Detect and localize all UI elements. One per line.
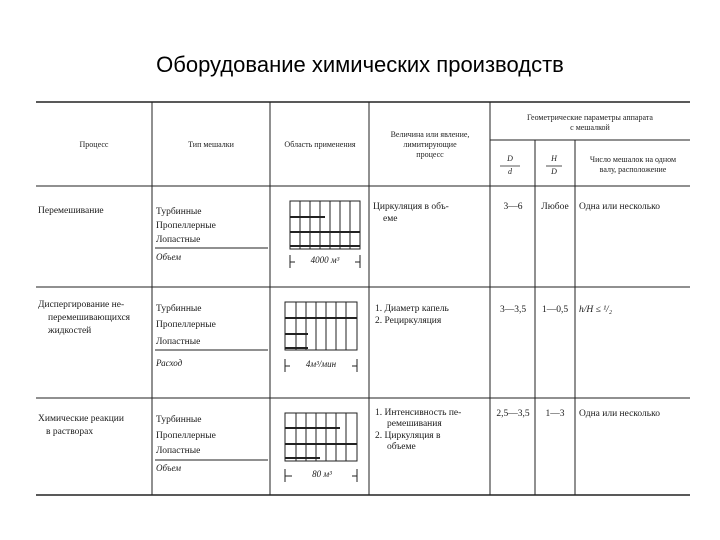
row2-mixer-type-2: Пропеллерные (156, 320, 216, 330)
row3-quantity-4: объеме (387, 442, 416, 452)
row1-ratio2: Любое (541, 202, 569, 212)
row3-axis-label: Объем (156, 463, 181, 473)
row3-quantity-1: 1. Интенсивность пе- (375, 408, 462, 418)
header-mixer-type: Тип мешалки (188, 140, 234, 149)
row1-quantity-1: Циркуляция в объ- (373, 202, 449, 212)
row3-mixer-type-1: Турбинные (156, 415, 202, 425)
row2-process-3: жидкостей (48, 326, 92, 336)
row2-range-label: 4м³/мин (290, 359, 352, 369)
row2-mixers: h/H ≤ ¹/₂ (579, 305, 613, 315)
row3-mixer-type-3: Лопастные (156, 446, 201, 456)
row1-range-label: 4000 м³ (295, 255, 355, 265)
header-process: Процесс (79, 140, 109, 149)
row1-mixer-type-3: Лопастные (156, 235, 201, 245)
header-ratio1-num: D (507, 154, 513, 163)
row2-quantity-2: 2. Рециркуляция (375, 316, 442, 326)
row2-ratio2: 1—0,5 (541, 305, 569, 315)
header-ratio2-num: H (551, 154, 557, 163)
row2-process-1: Диспергирование не- (38, 300, 125, 310)
row1-mixers: Одна или несколько (579, 202, 660, 212)
header-quantity: Величина или явление, лимитирующие процесс (390, 130, 470, 159)
header-application-area: Область применения (284, 140, 356, 149)
row1-mixer-type-2: Пропеллерные (156, 221, 216, 231)
row2-mixer-type-3: Лопастные (156, 337, 201, 347)
row1-mixer-type-1: Турбинные (156, 207, 202, 217)
row2-ratio1: 3—3,5 (499, 305, 527, 315)
row2-axis-label: Расход (156, 358, 183, 368)
row1-ratio1: 3—6 (503, 202, 523, 212)
slide-title: Оборудование химических производств (156, 52, 564, 77)
row3-mixer-type-2: Пропеллерные (156, 431, 216, 441)
row2-mixer-type-1: Турбинные (156, 304, 202, 314)
row3-ratio1: 2,5—3,5 (496, 409, 530, 419)
row1-process: Перемешивание (38, 206, 104, 216)
row1-quantity-2: еме (383, 214, 398, 224)
row3-quantity-3: 2. Циркуляция в (375, 431, 441, 441)
header-mixers-count: Число мешалок на одном валу, расположение (589, 155, 677, 174)
row3-process-1: Химические реакции (38, 414, 124, 424)
row1-axis-label: Объем (156, 252, 181, 262)
row3-quantity-2: ремешивания (387, 419, 442, 429)
row2-quantity-1: 1. Диаметр капель (375, 304, 449, 314)
header-ratio2-den: D (551, 167, 557, 176)
row3-mixers: Одна или несколько (579, 409, 660, 419)
header-geometry: Геометрические параметры аппарата с мешалкой (527, 113, 653, 132)
row2-process-2: перемешивающихся (48, 313, 131, 323)
row3-range-label: 80 м³ (292, 469, 352, 479)
row3-process-2: в растворах (46, 427, 94, 437)
row3-ratio2: 1—3 (545, 409, 565, 419)
header-ratio1-den: d (508, 167, 512, 176)
